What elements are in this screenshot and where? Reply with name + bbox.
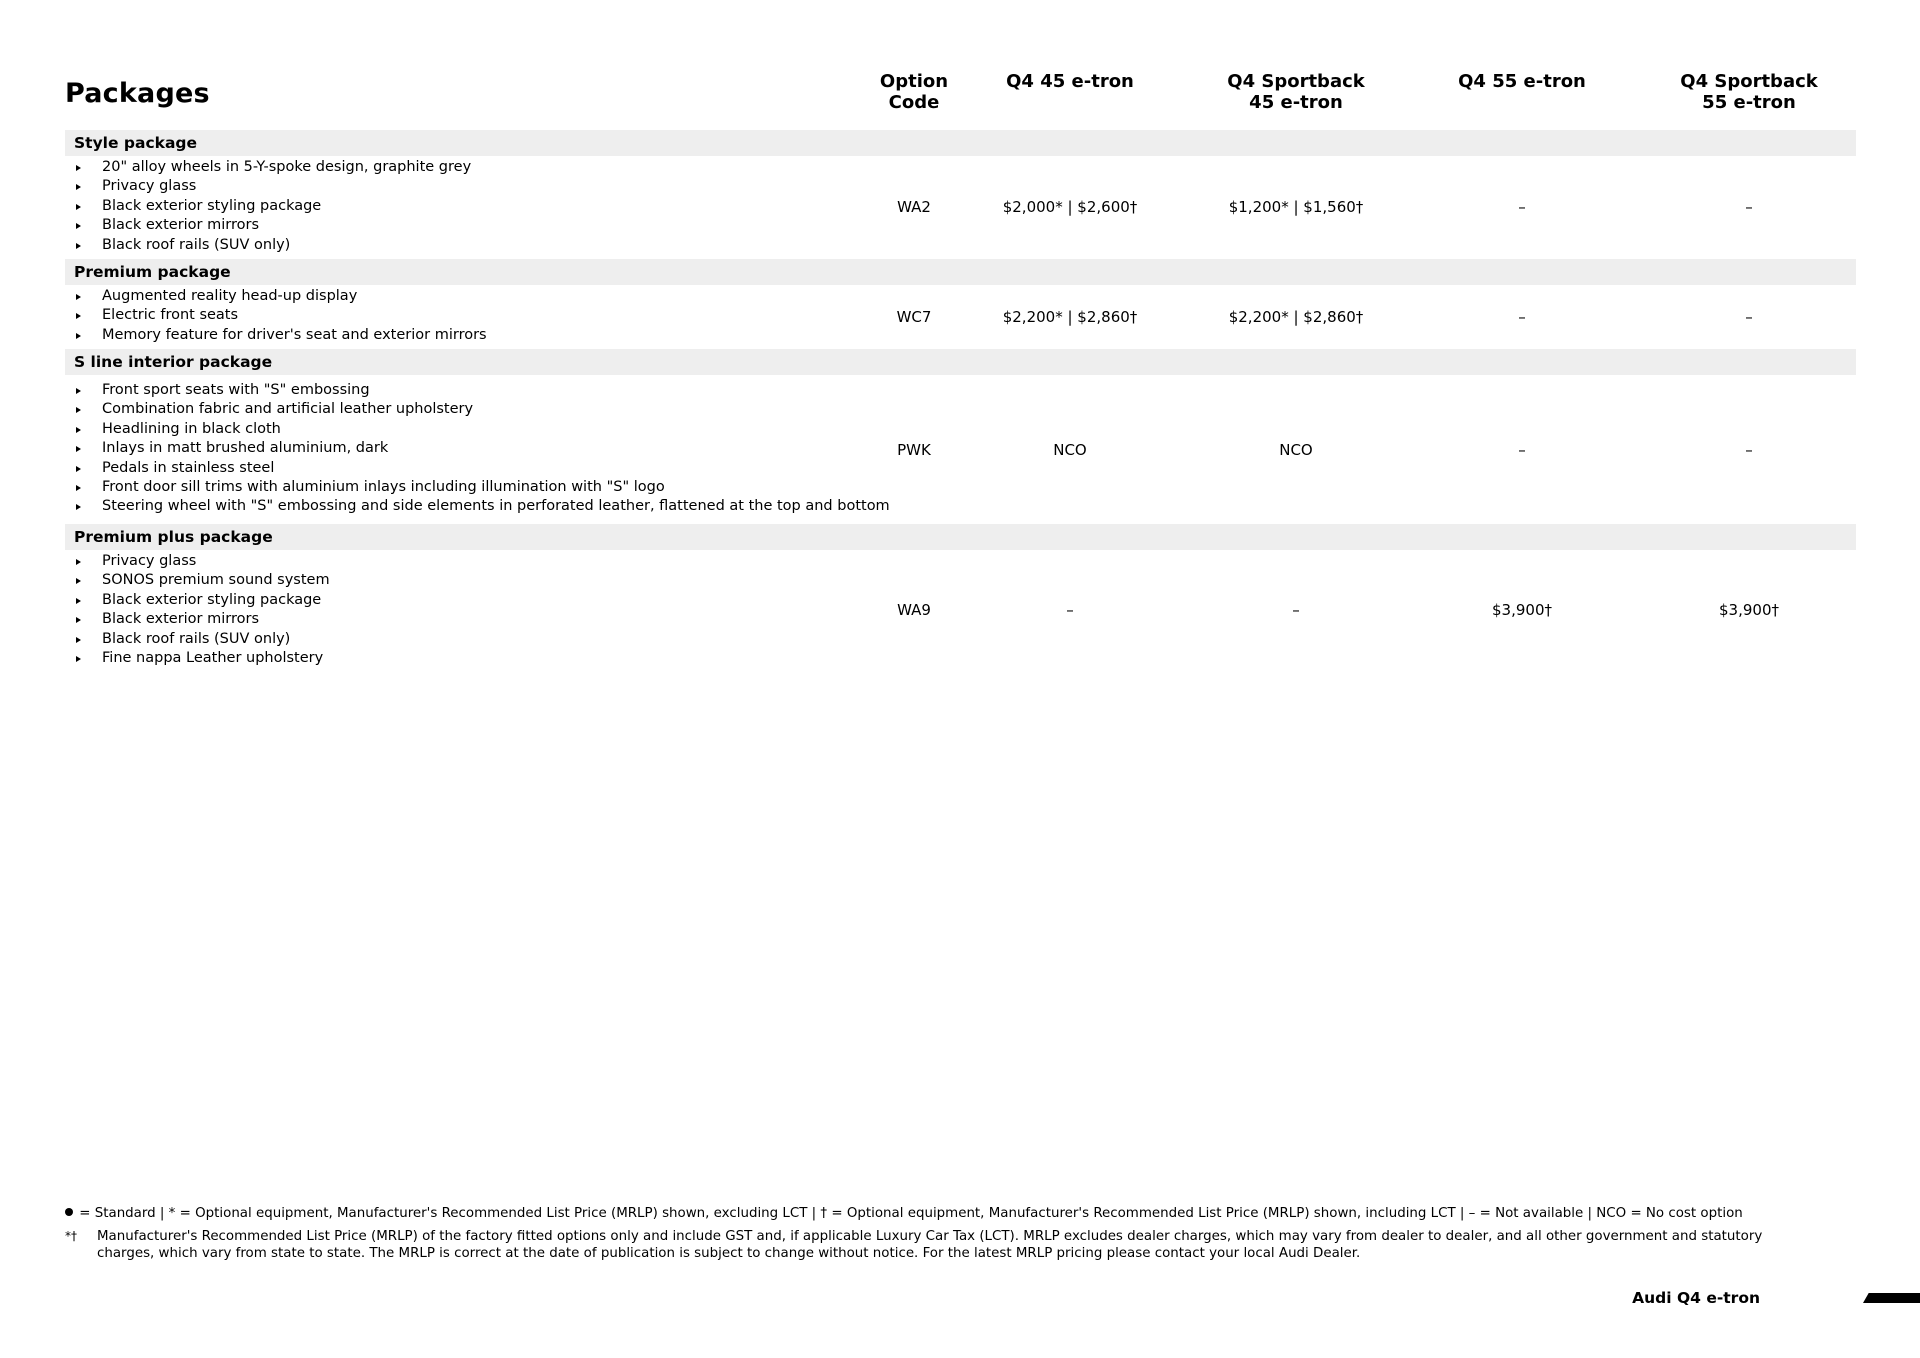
option-code-cell: PWK (897, 441, 931, 459)
feature-text: Black roof rails (SUV only) (102, 630, 291, 647)
bullet-icon (76, 184, 81, 190)
bullet-icon (76, 598, 81, 604)
bullet-icon (76, 485, 81, 491)
price-cell-q4-55: – (1518, 198, 1526, 216)
feature-text: Steering wheel with "S" embossing and side elements in perforated leather, flattened at the top and bottom (102, 498, 890, 515)
feature-text: Privacy glass (102, 178, 197, 195)
feature-text: Black exterior mirrors (102, 217, 260, 234)
feature-text: Headlining in black cloth (102, 420, 281, 437)
feature-text: Front sport seats with "S" embossing (102, 382, 370, 398)
price-cell-sportback-45: $2,200* | $2,860† (1228, 308, 1364, 326)
feature-text: Electric front seats (102, 307, 239, 324)
price-cell-sportback-55: $3,900† (1719, 601, 1779, 619)
section-header-s-line-interior-package: S line interior package (65, 349, 1856, 375)
column-header-q4-55-e-tron: Q4 55 e-tron (1458, 71, 1586, 92)
section-header-premium-plus-package: Premium plus package (65, 524, 1856, 550)
price-cell-q4-55: $3,900† (1492, 601, 1552, 619)
bullet-icon (76, 204, 81, 210)
feature-text: Fine nappa Leather upholstery (102, 649, 324, 666)
option-code-cell: WC7 (896, 308, 932, 326)
footnote-marker: *† (65, 1229, 77, 1243)
footnote-text: Manufacturer's Recommended List Price (MRLP) of the factory fitted options only and include GST and, if applicable Luxury Car Tax (LCT). MRLP excludes dealer charges, which may vary from dealer to dealer, and all other government and statutory charges, which vary from state to state. The MRLP is correct at the date of publication is subject to change without notice. For the latest MRLP pricing please contact your local Audi Dealer. (97, 1229, 1763, 1261)
bullet-icon (76, 388, 81, 394)
bullet-icon (76, 427, 81, 433)
price-cell-q4-45: $2,200* | $2,860† (1002, 308, 1138, 326)
bullet-icon (76, 223, 81, 229)
bullet-icon (76, 313, 81, 319)
option-code-cell: WA9 (897, 601, 931, 619)
price-cell-sportback-55: – (1745, 198, 1753, 216)
price-cell-q4-55: – (1518, 308, 1526, 326)
bullet-icon (76, 504, 81, 510)
price-cell-q4-45: $2,000* | $2,600† (1002, 198, 1138, 216)
bullet-icon (76, 407, 81, 413)
bullet-icon (76, 656, 81, 662)
bullet-icon (76, 559, 81, 565)
feature-text: Black roof rails (SUV only) (102, 236, 291, 253)
standard-dot-icon (65, 1208, 73, 1216)
feature-text: 20" alloy wheels in 5-Y-spoke design, graphite grey (102, 159, 472, 175)
bullet-icon (76, 446, 81, 452)
price-cell-q4-45: – (1066, 601, 1074, 619)
feature-text: Pedals in stainless steel (102, 459, 275, 476)
column-header-q4-sportback-45-e-tron: Q4 Sportback 45 e-tron (1227, 71, 1365, 113)
bullet-icon (76, 294, 81, 300)
price-cell-sportback-45: NCO (1279, 441, 1313, 459)
feature-text: SONOS premium sound system (102, 572, 330, 589)
section-header-premium-package: Premium package (65, 259, 1856, 285)
feature-text: Combination fabric and artificial leather upholstery (102, 401, 474, 418)
option-code-cell: WA2 (897, 198, 931, 216)
bullet-icon (76, 617, 81, 623)
column-header-option-code: Option Code (879, 71, 949, 113)
legend (65, 1205, 1855, 1222)
bullet-icon (76, 578, 81, 584)
bullet-icon (76, 243, 81, 249)
bullet-icon (76, 637, 81, 643)
price-cell-sportback-45: – (1292, 601, 1300, 619)
price-cell-q4-55: – (1518, 441, 1526, 459)
price-cell-sportback-45: $1,200* | $1,560† (1228, 198, 1364, 216)
price-cell-q4-45: NCO (1053, 441, 1087, 459)
feature-text: Privacy glass (102, 553, 197, 569)
brand-bar (1863, 1293, 1920, 1303)
column-header-q4-sportback-55-e-tron: Q4 Sportback 55 e-tron (1680, 71, 1818, 113)
feature-text: Black exterior styling package (102, 591, 322, 608)
section-header-style-package: Style package (65, 130, 1856, 156)
brand-label: Audi Q4 e-tron (1632, 1289, 1760, 1307)
price-cell-sportback-55: – (1745, 308, 1753, 326)
column-header-q4-45-e-tron: Q4 45 e-tron (1006, 71, 1134, 92)
feature-text: Augmented reality head-up display (102, 288, 358, 304)
price-cell-sportback-55: – (1745, 441, 1753, 459)
bullet-icon (76, 165, 81, 171)
feature-text: Black exterior mirrors (102, 611, 260, 628)
feature-text: Inlays in matt brushed aluminium, dark (102, 440, 389, 457)
legend-text: = Standard | * = Optional equipment, Manufacturer's Recommended List Price (MRLP) shown, excluding LCT | † = Optional equipment, Manufacturer's Recommended List Price (MRLP) shown, including LCT | – = Not available | NCO = No cost option (79, 1206, 1743, 1221)
page-title: Packages (65, 78, 210, 109)
bullet-icon (76, 333, 81, 339)
feature-text: Black exterior styling package (102, 197, 322, 214)
bullet-icon (76, 466, 81, 472)
feature-text: Memory feature for driver's seat and exterior mirrors (102, 326, 487, 343)
feature-text: Front door sill trims with aluminium inlays including illumination with "S" logo (102, 478, 665, 495)
